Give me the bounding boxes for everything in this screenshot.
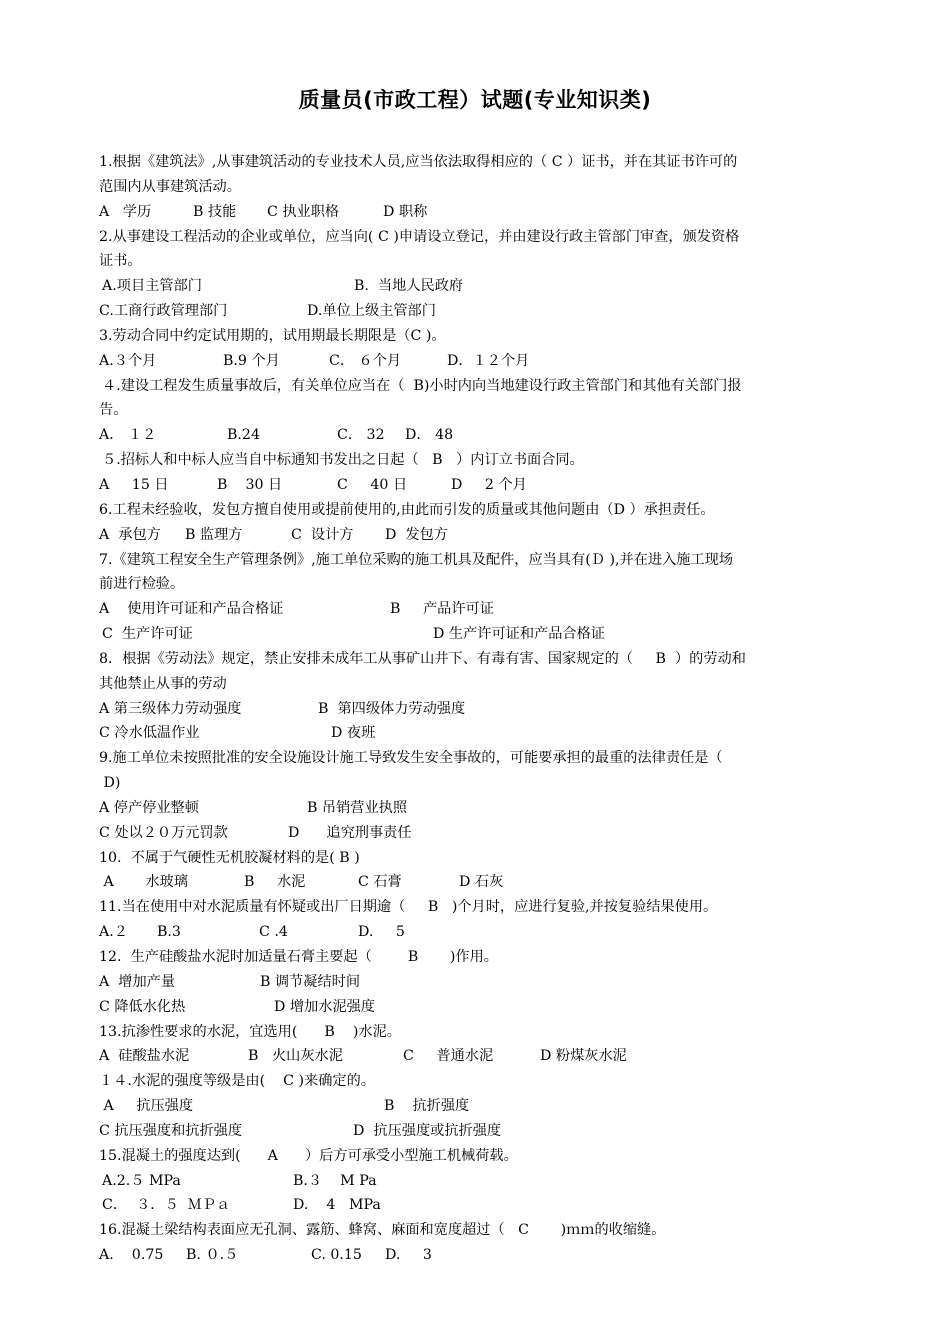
text-line — [99, 1218, 855, 1243]
text-line — [99, 622, 855, 647]
line-text: C 冷水低温作业 — [99, 725, 200, 742]
text-line — [99, 200, 855, 225]
option-text: D 夜班 — [331, 725, 376, 742]
text-line — [99, 945, 855, 970]
line-text: A 第三级体力劳动强度 — [99, 700, 242, 717]
line-text: 8．根据《劳动法》规定，禁止安排未成年工从事矿山井下、有毒有害、国家规定的（ B ）的劳动和 — [99, 650, 746, 667]
option-text: C 石膏 — [358, 874, 402, 891]
text-line — [99, 473, 855, 498]
text-line — [99, 448, 855, 473]
text-line — [99, 1119, 855, 1144]
text-line — [99, 995, 855, 1020]
line-text: 其他禁止从事的劳动 — [99, 675, 227, 692]
line-text: A 15 日 — [99, 476, 169, 493]
line-text: A 增加产量 — [99, 973, 176, 990]
option-text: D 增加水泥强度 — [274, 998, 376, 1015]
option-text: C 设计方 — [291, 526, 354, 543]
text-line — [99, 249, 855, 274]
option-text: B 调节凝结时间 — [260, 973, 361, 990]
line-text: D) — [99, 775, 121, 792]
line-text: 2.从事建设工程活动的企业或单位，应当向( C )申请设立登记，并由建设行政主管部门审查，颁发资格 — [99, 228, 740, 245]
text-line — [99, 597, 855, 622]
option-text: C． 32 — [337, 427, 385, 444]
option-text: D 发包方 — [385, 526, 448, 543]
line-text: C 抗压强度和抗折强度 — [99, 1122, 243, 1139]
line-text: A.３个月 — [99, 352, 157, 369]
text-line — [99, 398, 855, 423]
option-text: B. ０.５ — [186, 1247, 239, 1264]
option-text: B 产品许可证 — [390, 601, 494, 618]
line-text: 16.混凝土梁结构表面应无孔洞、露筋、蜂窝、麻面和宽度超过（ C )ｍｍ的收缩缝。 — [99, 1222, 666, 1239]
text-line — [99, 1069, 855, 1094]
option-text: B 监理方 — [185, 526, 243, 543]
option-text: C 40 日 — [337, 476, 408, 493]
option-text: B 抗折强度 — [384, 1098, 470, 1115]
line-text: 9.施工单位未按照批准的安全设施设计施工导致发生安全事故的，可能要承担的最重的法律责任是（ — [99, 750, 723, 767]
line-text: A.2.５ MPa — [102, 1172, 181, 1189]
option-text: C 执业职格 — [267, 203, 340, 220]
text-line — [99, 647, 855, 672]
text-line — [99, 672, 855, 697]
line-text: C． ３．５ ＭＰａ — [102, 1197, 231, 1214]
line-text: 11.当在使用中对水泥质量有怀疑或出厂日期逾（ B )个月时，应进行复验,并按复验结果使用。 — [99, 899, 718, 916]
line-text: 12. 生产硅酸盐水泥时加适量石膏主要起（ B )作用。 — [99, 949, 498, 965]
text-line — [99, 572, 855, 597]
line-text: C 处以２０万元罚款 — [99, 824, 228, 841]
line-text: ４.建设工程发生质量事故后，有关单位应当在（ B)小时内向当地建设行政主管部门和其他有关部门报 — [102, 377, 742, 394]
question-list — [99, 150, 855, 1268]
option-text: B 30 日 — [217, 476, 283, 493]
line-text: C 生产许可证 — [102, 626, 193, 643]
text-line — [99, 423, 855, 448]
text-line — [99, 746, 855, 771]
option-text: B.9 个月 — [223, 352, 280, 369]
line-text: C.工商行政管理部门 — [99, 303, 228, 320]
line-text: 前进行检验。 — [99, 576, 185, 593]
option-text: D． 48 — [405, 427, 454, 444]
line-text: A.２ — [99, 924, 128, 941]
option-text: D 抗压强度或抗折强度 — [353, 1122, 502, 1139]
option-text: D 2 个月 — [451, 476, 527, 493]
text-line — [99, 225, 855, 250]
line-text: 15.混凝土的强度达到( A ）后方可承受小型施工机械荷载。 — [99, 1147, 518, 1164]
option-text: D 石灰 — [459, 874, 504, 891]
option-text: D 生产许可证和产品合格证 — [433, 626, 605, 643]
line-text: １４.水泥的强度等级是由( C )来确定的。 — [99, 1073, 375, 1090]
line-text: 3.劳动合同中约定试用期的，试用期最长期限是（C )。 — [99, 327, 446, 344]
text-line — [99, 920, 855, 945]
text-line — [99, 150, 855, 175]
line-text: ５.招标人和中标人应当自中标通知书发出之日起（ B ）内订立书面合同。 — [102, 452, 584, 469]
line-text: 10. 不属于气硬性无机胶凝材料的是( B ) — [99, 849, 360, 866]
text-line — [99, 1169, 855, 1194]
line-text: A.项目主管部门 — [102, 278, 202, 295]
line-text: C 降低水化热 — [99, 998, 186, 1015]
option-text: B. 当地人民政府 — [354, 278, 464, 295]
option-text: C. 0.15 — [311, 1247, 362, 1264]
line-text: A. 0.75 — [99, 1247, 164, 1264]
text-line — [99, 721, 855, 746]
text-line — [99, 349, 855, 374]
line-text: 范围内从事建筑活动。 — [99, 178, 241, 195]
text-line — [99, 846, 855, 871]
line-text: 告。 — [99, 402, 128, 419]
option-text: D. 3 — [385, 1247, 432, 1264]
text-line — [99, 374, 855, 399]
option-text: B.３ M Pa — [293, 1172, 377, 1189]
option-text: B 技能 — [193, 203, 237, 220]
line-text: A 学历 — [99, 203, 152, 220]
page-title: 质量员(市政工程）试题(专业知识类) — [298, 88, 652, 112]
text-line — [99, 1020, 855, 1045]
text-line — [99, 796, 855, 821]
text-line — [99, 175, 855, 200]
text-line — [99, 498, 855, 523]
option-text: C 普通水泥 — [403, 1048, 494, 1065]
line-text: 证书。 — [99, 253, 142, 270]
line-text: 13.抗渗性要求的水泥，宜选用( B )水泥。 — [99, 1023, 401, 1040]
option-text: D 职称 — [383, 203, 428, 220]
text-line — [99, 771, 855, 796]
text-line — [99, 324, 855, 349]
line-text: A 承包方 — [99, 526, 161, 543]
option-text: B.24 — [227, 427, 260, 444]
option-text: B.3 — [157, 924, 181, 941]
text-line — [99, 1094, 855, 1119]
text-line — [99, 1193, 855, 1218]
line-text: 6.工程未经验收，发包方擅自使用或提前使用的,由此而引发的质量或其他问题由（D ）承担责任。 — [99, 501, 715, 518]
text-line — [99, 1044, 855, 1069]
line-text: A． １２ — [99, 427, 157, 444]
text-line — [99, 821, 855, 846]
text-line — [99, 548, 855, 573]
text-line — [99, 697, 855, 722]
line-text: 7.《建筑工程安全生产管理条例》,施工单位采购的施工机具及配件，应当具有(Ｄ ),并在进入施工现场 — [99, 551, 734, 568]
text-line — [99, 523, 855, 548]
line-text: A 硅酸盐水泥 — [99, 1048, 190, 1065]
line-text: A 抗压强度 — [99, 1098, 194, 1115]
line-text: A 使用许可证和产品合格证 — [99, 601, 284, 618]
text-line — [99, 1144, 855, 1169]
line-text: 1.根据《建筑法》,从事建筑活动的专业技术人员,应当依法取得相应的（ C ）证书，并在其证书许可的 — [99, 154, 738, 170]
text-line — [99, 274, 855, 299]
text-line — [99, 299, 855, 324]
option-text: D 粉煤灰水泥 — [540, 1048, 627, 1065]
option-text: B 吊销营业执照 — [307, 799, 408, 816]
option-text: D. 4 MPa — [293, 1197, 381, 1214]
option-text: D.单位上级主管部门 — [307, 303, 436, 320]
text-line — [99, 870, 855, 895]
option-text: D. 5 — [358, 924, 405, 941]
option-text: C .4 — [259, 924, 288, 941]
option-text: B 第四级体力劳动强度 — [318, 700, 466, 717]
option-text: D 追究刑事责任 — [288, 824, 412, 841]
option-text: B 水泥 — [244, 874, 306, 891]
text-line — [99, 970, 855, 995]
line-text: A 水玻璃 — [99, 874, 188, 891]
text-line — [99, 895, 855, 920]
option-text: C． ６个月 — [329, 352, 402, 369]
text-line — [99, 1243, 855, 1268]
line-text: A 停产停业整顿 — [99, 799, 199, 816]
option-text: D．１２个月 — [447, 352, 530, 369]
option-text: B 火山灰水泥 — [248, 1048, 343, 1065]
